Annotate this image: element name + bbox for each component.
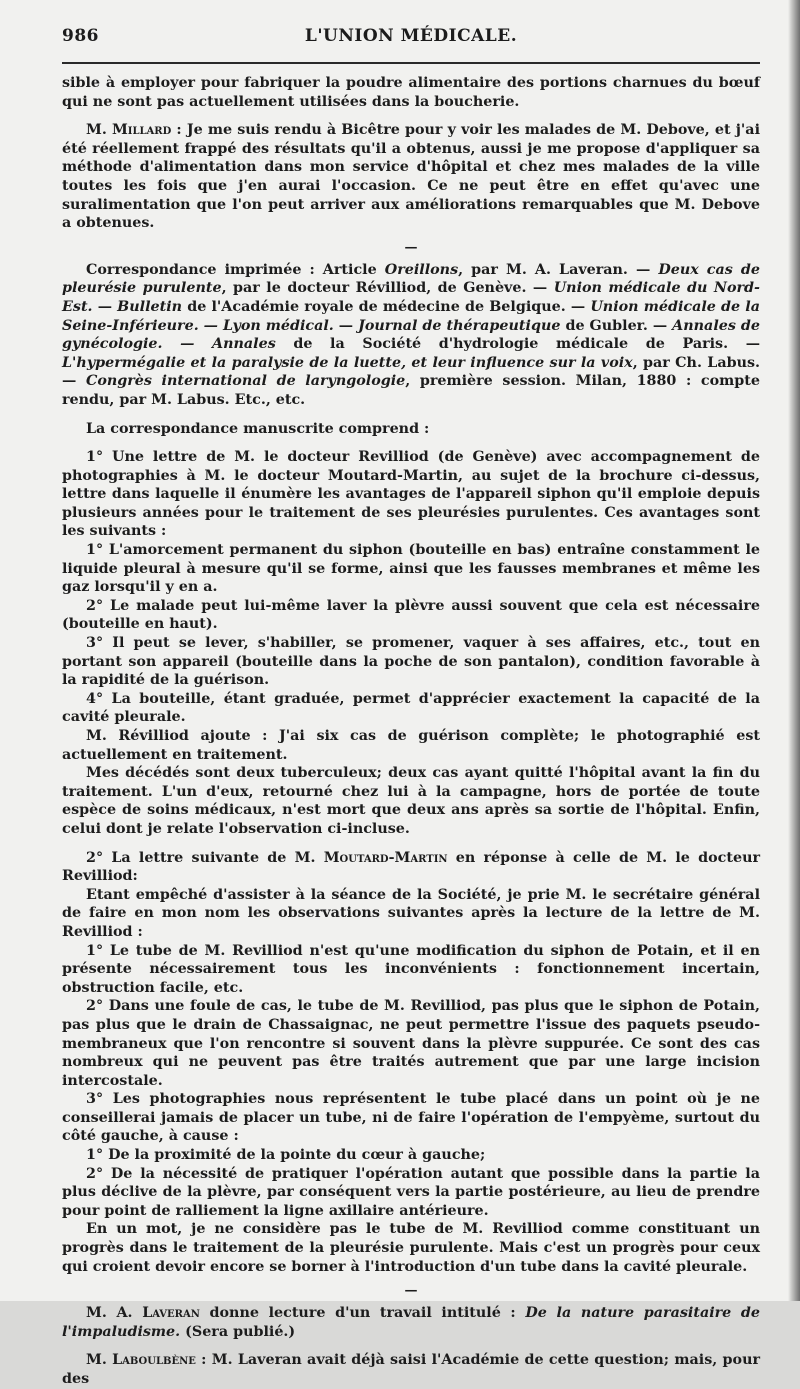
text-run: , par M. A. Laveran. — — [458, 261, 659, 278]
italic-title: Bulletin — [117, 298, 183, 315]
lettre-moutard-paragraph — [62, 849, 760, 886]
speaker-prefix: M. — [86, 1352, 113, 1369]
speaker-name: Laveran — [142, 1305, 200, 1322]
italic-title: Annales de gynécologie. — Annales — [62, 317, 760, 353]
body-text — [62, 74, 760, 1389]
speaker-name: Moutard-Martin — [323, 849, 448, 866]
correspondance-imprimee-paragraph — [62, 261, 760, 410]
text-run: en réponse à celle de M. le docteur Revilliod: — [62, 849, 760, 885]
ajoute-paragraph: M. Révilliod ajoute : J'ai six cas de guérison complète; le photographié est actuellement en traitement. — [62, 728, 760, 763]
speaker-text: : Je me suis rendu à Bicêtre pour y voir les malades de M. Debove, et j'ai été réellement frappé des résultats qu'il a obtenus, aussi je me propose d'appliquer sa méthode d'alimentation dans mon service d'hôpital et chez mes malades de la ville toutes les fois que j'en aurai l'occasion. Ce ne peut être en effet qu'avec une suralimentation que l'on peut arriver aux améliorations remarquables que M. Debove a obtenues. — [62, 122, 761, 232]
avantage-item: 3° Il peut se lever, s'habiller, se promener, vaquer à ses affaires, etc., tout en portant son appareil (bouteille dans la poche de son pantalon), condition favorable à la rapidité de la guérison. — [62, 635, 760, 689]
observation-item: 1° De la proximité de la pointe du cœur à gauche; — [86, 1147, 486, 1164]
en-un-mot-paragraph: En un mot, je ne considère pas le tube de M. Revilliod comme constituant un progrès dans le traitement de la pleurésie purulente. Mais c'est un progrès pour ceux qui croient devoir encore se borner à l'introduction d'un tube dans la cavité pleurale. — [62, 1221, 760, 1275]
intro-paragraph: sible à employer pour fabriquer la poudre alimentaire des portions charnues du bœuf qui ne sont pas actuellement utilisées dans la boucherie. — [62, 75, 760, 110]
observation-item: 3° Les photographies nous représentent le tube placé dans un point où je ne conseillerai jamais de placer un tube, ni de faire l'opération de l'empyème, surtout du côté gauche, à cause : — [62, 1091, 760, 1145]
speaker-prefix: M. A. — [86, 1305, 143, 1322]
text-run: , par Ch. Labus. — — [62, 354, 761, 390]
laveran-paragraph — [62, 1304, 760, 1341]
observation-item: 1° Le tube de M. Revilliod n'est qu'une modification du siphon de Potain, et il en présente nécessairement tous les inconvénients : fonctionnement incertain, obstruction facile, etc. — [62, 942, 760, 996]
text-run: de Gubler. — — [560, 317, 673, 334]
italic-title: De la nature parasitaire de l'impaludisme. — [62, 1305, 761, 1340]
text-run: , première session. Milan, 1880 : compte rendu, par M. Labus. Etc., etc. — [62, 373, 760, 408]
section-separator: — — [404, 1283, 418, 1299]
text-run: (Sera publié.) — [180, 1323, 296, 1340]
italic-title: Union médicale du Nord-Est. — [62, 280, 760, 315]
italic-title: L'hypermégalie et la paralysie de la luette, et leur influence sur la voix — [62, 354, 633, 371]
speaker-text: : M. Laveran avait déjà saisi l'Académie de cette question; mais, pour des — [62, 1352, 760, 1387]
italic-title: Union médicale de la Seine-Inférieure. — Lyon médical. — [62, 298, 760, 334]
journal-title: L'UNION MÉDICALE. — [304, 26, 518, 46]
header-rule — [62, 62, 760, 64]
decedes-paragraph: Mes décédés sont deux tuberculeux; deux cas ayant quitté l'hôpital avant la fin du traitement. L'un d'eux, retourné chez lui à la campagne, hors de portée de toute espèce de soins médicaux, n'est mort que deux ans après sa sortie de l'hôpital. Enfin, celui dont je relate l'observation ci-incluse. — [62, 765, 760, 837]
section-separator: — — [404, 239, 418, 255]
text-run: — — [333, 317, 359, 334]
laboulbene-paragraph — [62, 1351, 760, 1388]
text-run: , par le docteur Révilliod, de Genève. — — [221, 280, 554, 297]
italic-title: Oreillons — [384, 261, 459, 278]
manuscrite-heading: La correspondance manuscrite comprend : — [86, 420, 430, 437]
avantage-item: 4° La bouteille, étant graduée, permet d'apprécier exactement la capacité de la cavité pleurale. — [62, 690, 760, 726]
text-run: Correspondance imprimée : Article — [86, 261, 385, 278]
speaker-prefix: M. — [86, 122, 112, 139]
avantage-item: 2° Le malade peut lui-même laver la plèvre aussi souvent que cela est nécessaire (bouteille en haut). — [62, 597, 760, 633]
italic-title: Deux cas de pleurésie purulente — [62, 261, 760, 297]
text-run: — — [92, 298, 118, 315]
speaker-name: Laboulbène — [112, 1352, 196, 1369]
etant-paragraph: Etant empêché d'assister à la séance de la Société, je prie M. le secrétaire général de faire en mon nom les observations suivantes après la lecture de la lettre de M. Revilliod : — [62, 886, 760, 940]
text-run: de la Société d'hydrologie médicale de Paris. — — [275, 336, 760, 353]
revilliod-letter-paragraph: 1° Une lettre de M. le docteur Revilliod (de Genève) avec accompagnement de photographies à M. le docteur Moutard-Martin, au sujet de la brochure ci-dessus, lettre dans laquelle il énumère les avantages de l'appareil siphon qu'il emploie depuis plusieurs années pour le traitement de ses pleurésies purulentes. Ces avantages sont les suivants : — [62, 449, 760, 540]
text-run: 2° La lettre suivante de M. — [86, 849, 324, 866]
speaker-name: Millard — [111, 122, 172, 139]
millard-paragraph — [62, 121, 760, 233]
text-run: de l'Académie royale de médecine de Belgique. — — [182, 298, 591, 315]
italic-title: Congrès international de laryngologie — [85, 373, 406, 390]
page-header — [62, 26, 760, 50]
observation-item: 2° Dans une foule de cas, le tube de M. Revilliod, pas plus que le siphon de Potain, pas plus que le drain de Chassaignac, ne peut permettre l'issue des paquets pseudo-membraneux que l'on rencontre si souvent dans la plèvre suppurée. Ce sont des cas nombreux qui ne peuvent pas être traités autrement que par une large incision intercostale. — [62, 998, 760, 1089]
observation-item: 2° De la nécessité de pratiquer l'opération autant que possible dans la partie la plus déclive de la plèvre, par conséquent vers la partie postérieure, au lieu de prendre pour point de ralliement la ligne axillaire antérieure. — [62, 1165, 760, 1219]
italic-title: Journal de thérapeutique — [358, 317, 561, 334]
text-run: donne lecture d'un travail intitulé : — [199, 1305, 526, 1322]
avantage-item: 1° L'amorcement permanent du siphon (bouteille en bas) entraîne constamment le liquide pleural à mesure qu'il se forme, ainsi que les fausses membranes et même les gaz lorsqu'il y en a. — [62, 542, 760, 596]
page-number: 986 — [62, 26, 99, 46]
